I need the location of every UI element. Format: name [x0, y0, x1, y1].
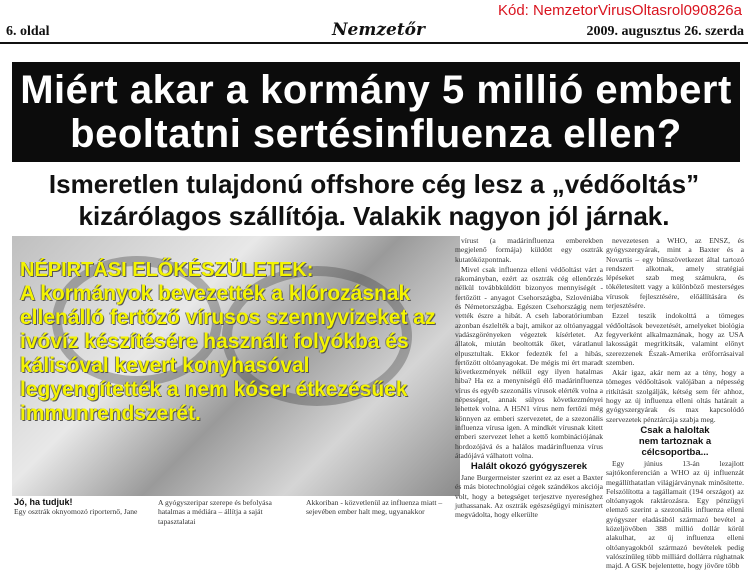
box-heading: Jó, ha tudjuk! [14, 497, 73, 507]
page-header [0, 0, 748, 60]
overlay-body: A kormányok bevezették a klórozásnak ellenálló fertőző vírusos szennyvizeket az ivóvíz készítésére használt folyókba és kálisóval kevert konyhasóval legyengítették a nem kóser étkezésűek immunrendszerét. [20, 282, 436, 425]
bottom-column-3: Akkoriban - közvetlenül az influenza miatt – sejevében ember halt meg, ugyanakkor [306, 498, 443, 517]
newspaper-masthead: Nemzetőr [332, 20, 425, 40]
bottom-column-1 [14, 498, 149, 517]
article-column-3 [455, 236, 603, 521]
subhead-line-2: nem tartoznak a célcsoportba... [638, 435, 712, 458]
subheadline-line-1: Ismeretlen tulajdonú offshore cég lesz a „védőoltás” [48, 169, 700, 199]
page-number: 6. oldal [6, 24, 50, 39]
issue-date: 2009. augusztus 26. szerda [586, 24, 744, 39]
paragraph: Egy június 13-án lezajlott sajtókonferencián a WHO az új influenzát megállíthatatlan világjárványnak minősítette. Felszólította a tagállamait (194 országot) az oltóanyagok raktározásra. Egy pénzügyi elemző szerint a szezonális influenza elleni gyógyszer eladásából származó bevétel a közeljövőben 388 millió dollár körül alakulhat, az új influenza elleni oltóanyagokból származó bevételek pedig valószínűleg több milliárd dollárra rúghatnak majd. A GSK bejelentette, hogy jövőre több [606, 458, 744, 571]
bottom-column-2: A gyógyszeripar szerepe és befolyása hatalmas a médiára – állítja a saját tapasztalatai [158, 498, 272, 526]
document-code: Kód: NemzetorVirusOltasrol090826a [497, 2, 742, 19]
headline-line-1: Miért akar a kormány 5 millió embert [20, 68, 732, 112]
paragraph: vírust (a madárinfluenza emberekben megjelenő formája) küldött egy osztrák kutatóközpontnak. [455, 236, 603, 264]
subhead-line-1: Csak a haloltak [640, 424, 710, 436]
section-subhead: Halált okozó gyógyszerek [470, 461, 588, 473]
paragraph: Akár igaz, akár nem az a tény, hogy a tömeges védőoltások valójában a népesség ritkítását szolgálják, kétség sem fér ahhoz, hogy az új influenza elleni oltás határait a gyógyszergyárak és max kapcsolódó szervezetek pénztárcája szabja meg. [606, 368, 744, 424]
paragraph: nevezetesen a WHO, az ENSZ, és gyógyszergyárak, mint a Baxter és a Novartis – egy bűnszövetkezet által tartozó rendszert alkotnak, amely stratégiai lépéseket szab meg számukra, és tökéletesített vagy a különböző mesterséges vírusok fejlesztésére, előállítására és terjesztésére. [606, 236, 744, 311]
subheadline-line-2: kizárólagos szállítója. Valakik nagyon jól járnak. [78, 201, 670, 231]
paragraph: Ezzel teszik indokolttá a tömeges védőoltások bevezetését, amelyeket biológia fegyverként alkalmaznának, hogy az USA lakosságát megritkítsák, valamint előnyt szerezzenek Észak-Amerika erőforrásaival szemben. [606, 311, 744, 367]
header-divider [0, 42, 748, 44]
subheadline [10, 168, 738, 232]
overlay-title: NÉPIRTÁSI ELŐKÉSZÜLETEK: [20, 259, 314, 281]
section-subhead [606, 425, 744, 458]
paragraph: Mivel csak influenza elleni védőoltást várt a rakományban, ezért az osztrák cég ellenőrzés nélkül továbbküldött bizonyos mennyiségét - fertőzött - anyagot Csehországba, Szlovéniába és Németországba. Egészen Csehországig nem vették észre a hibát. A cseh laboratóriumban azonban észlelték a bajt, amikor az oltóanyaggal vadászgörényeken végeztek kísérletet. Az állatok, miután beoltották őket, váratlanul elpusztultak. Ekkor fedezték fel a hibás, fertőzött oltóanyagokat. De mégis mi ért maradt következmények nélkül egy ilyen hatalmas hiba? Ha ez a menyniségű élő madárinfluenza vírus és egyéb szezonális vírusok elérték volna a népességet, annak súlyos következményei lehettek volna. A H5N1 vírus nem fertőzi még könnyen az emberi szervezetet, de a szezonális influenza vírusa igen. A mindkét vírusnak kitett emberi szervezet lehet a kettő kombinációjának hordozójává és a halálos madárinfluenza vírus átadójává válhatott volna. [455, 264, 603, 460]
headline-line-2: beoltatni sertésinfluenza ellen? [70, 112, 682, 156]
paragraph: Jane Burgermeister szerint ez az eset a Baxter és más biotechnológiai cégek szándékos akciója volt, hogy a betegséget terjesztve nyereséghez juthassanak. Az osztrák egészségügyi minisztert megvádolta, hogy elkerülte [455, 473, 603, 520]
main-headline [12, 62, 740, 162]
article-column-4 [606, 236, 744, 572]
overlay-text [20, 258, 456, 426]
paragraph: Egy osztrák oknyomozó riporternő, Jane [14, 507, 138, 517]
